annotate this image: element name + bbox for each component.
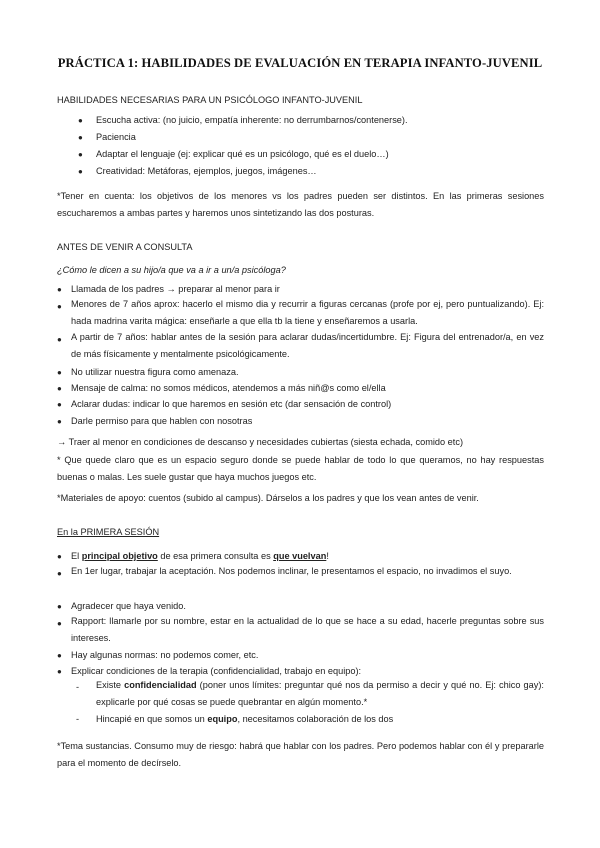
list-item: Menores de 7 años aprox: hacerlo el mismo dia y recurrir a figuras cercanas (profe por ej, pero puntualizando). Ej: hada madrina varita mágica: enseñarle a que ella tb la tiene y enseñaremos a usarla. [71, 299, 544, 326]
bullet-icon: ● [57, 667, 62, 676]
bullet-icon: ● [57, 302, 62, 311]
sub-item-rest: (poner unos límites: preguntar qué nos da permiso a decir y qué no. Ej: chico gay): explicarle por qué cosas se puede quebrantar en algún momento.* [96, 680, 544, 707]
list-item: Llamada de los padres → preparar al menor para ir [71, 284, 280, 294]
sub-list-item [96, 677, 544, 710]
section-heading-primera: En la PRIMERA SESIÓN [57, 527, 160, 537]
objective-bold: principal objetivo [81, 551, 158, 561]
bullet-icon: ● [57, 619, 62, 628]
sub-item-bold: equipo [207, 714, 238, 724]
dash-icon: - [76, 682, 80, 692]
list-item: Adaptar el lenguaje (ej: explicar qué es un psicólogo, qué es el duelo…) [96, 149, 389, 159]
objective-bold-2: que vuelvan [273, 551, 327, 561]
bullet-icon: ● [57, 285, 62, 294]
bullet-icon: ● [57, 400, 62, 409]
list-item: Explicar condiciones de la terapia (confidencialidad, trabajo en equipo): [71, 666, 362, 676]
list-item: A partir de 7 años: hablar antes de la sesión para aclarar dudas/incertidumbre. Ej: Figura del entrenador/a, en vez de más físicamente y mentalmente psicológicamente. [71, 332, 544, 359]
note-paragraph: * Que quede claro que es un espacio seguro donde se puede hablar de todo lo que queramos, no hay respuestas buenas o malas. Les suele gustar que haya muchos juegos etc. [57, 455, 544, 482]
bullet-icon: ● [57, 602, 62, 611]
list-item: Rapport: llamarle por su nombre, estar en la actualidad de lo que se hace a su edad, hacerle preguntas sobre sus intereses. [71, 616, 544, 643]
bullet-icon: ● [78, 167, 83, 176]
bullet-icon: ● [78, 150, 83, 159]
bullet-icon: ● [57, 651, 62, 660]
bullet-icon: ● [78, 116, 83, 125]
list-item: Aclarar dudas: indicar lo que haremos en sesión etc (dar sensación de control) [71, 399, 392, 409]
section-heading-habilidades: HABILIDADES NECESARIAS PARA UN PSICÓLOGO INFANTO-JUVENIL [57, 95, 363, 105]
list-item: Darle permiso para que hablen con nosotras [71, 416, 253, 426]
sub-item-rest: , necesitamos colaboración de los dos [237, 714, 394, 724]
list-item: Escucha activa: (no juicio, empatía inherente: no derrumbarnos/contenerse). [96, 115, 408, 125]
list-item: No utilizar nuestra figura como amenaza. [71, 367, 239, 377]
bullet-icon: ● [57, 368, 62, 377]
sub-item-pre: Existe [96, 680, 125, 690]
list-item: Agradecer que haya venido. [71, 601, 186, 611]
objective-line [71, 550, 329, 563]
bullet-icon: ● [57, 384, 62, 393]
bullet-icon: ● [57, 417, 62, 426]
dash-icon: - [76, 714, 80, 724]
sub-item-bold: confidencialidad [124, 680, 197, 690]
note-paragraph: *Tener en cuenta: los objetivos de los menores vs los padres pueden ser distintos. En las primeras sesiones escucharemos a ambas partes y haremos unos sintetizando las dos posturas. [57, 191, 544, 218]
note-paragraph: *Materiales de apoyo: cuentos (subido al campus). Dárselos a los padres y que los vean antes de venir. [57, 493, 479, 503]
page-title: PRÁCTICA 1: HABILIDADES DE EVALUACIÓN EN TERAPIA INFANTO-JUVENIL [57, 56, 543, 70]
bullet-icon: ● [57, 335, 62, 344]
sub-item-pre: Hincapié en que somos un [96, 714, 208, 724]
note-paragraph: *Tema sustancias. Consumo muy de riesgo: habrá que hablar con los padres. Pero podemos hablar con él y prepararle para el momento de decírselo. [57, 741, 544, 768]
bullet-icon: ● [57, 569, 62, 578]
list-item: En 1er lugar, trabajar la aceptación. Nos podemos inclinar, le presentamos el espacio, no invadimos el suyo. [71, 566, 512, 576]
list-item: Creatividad: Metáforas, ejemplos, juegos, imágenes… [96, 166, 317, 176]
objective-end: ! [326, 551, 329, 561]
bullet-icon: ● [57, 552, 62, 561]
section-heading-antes: ANTES DE VENIR A CONSULTA [57, 242, 193, 252]
sub-list-item [96, 713, 393, 726]
objective-pre: El [71, 551, 82, 561]
arrow-note: → Traer al menor en condiciones de descanso y necesidades cubiertas (siesta echada, comido etc) [57, 437, 463, 447]
question-text: ¿Cómo le dicen a su hijo/a que va a ir a un/a psicóloga? [57, 265, 286, 275]
objective-mid: de esa primera consulta es [157, 551, 274, 561]
list-item: Mensaje de calma: no somos médicos, atendemos a más niñ@s como el/ella [71, 383, 386, 393]
list-item: Paciencia [96, 132, 136, 142]
list-item: Hay algunas normas: no podemos comer, etc. [71, 650, 259, 660]
bullet-icon: ● [78, 133, 83, 142]
